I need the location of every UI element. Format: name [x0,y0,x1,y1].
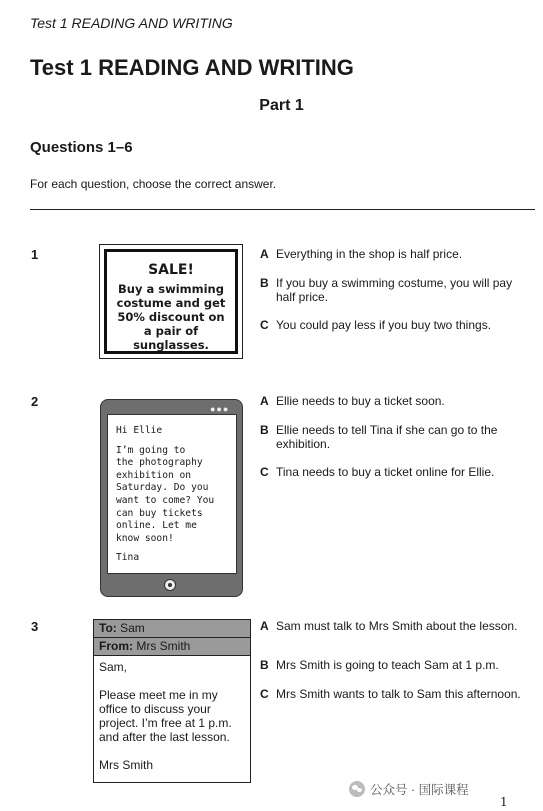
question-number: 3 [31,619,39,634]
option-text: Mrs Smith is going to teach Sam at 1 p.m. [276,658,499,672]
note-to: Sam [120,621,145,635]
watermark [349,780,469,798]
phone-camera-dots: ●●● [210,404,230,414]
option-letter: A [260,394,269,408]
option-letter: A [260,247,269,261]
wechat-icon [349,781,365,797]
option-letter: B [260,276,269,290]
option-b[interactable] [260,658,532,672]
option-a[interactable] [260,247,532,261]
note-signoff: Mrs Smith [99,758,153,772]
page-title: Test 1 READING AND WRITING [30,55,354,80]
running-head: Test 1 READING AND WRITING [30,15,233,31]
option-a[interactable] [260,619,532,633]
note-from-label: From: [99,639,133,653]
option-b[interactable] [260,276,532,304]
option-text: Tina needs to buy a ticket online for Ellie. [276,465,495,479]
option-text: You could pay less if you buy two things. [276,318,492,332]
option-letter: C [260,687,269,701]
watermark-text: 公众号 · 国际课程 [370,783,469,797]
option-text: Ellie needs to tell Tina if she can go to the exhibition. [276,423,498,451]
question-number: 2 [31,394,39,409]
phone-screen [107,414,237,574]
note-from: Mrs Smith [136,639,191,653]
question-number: 1 [31,247,39,262]
sale-sign [104,249,238,354]
option-text: Everything in the shop is half price. [276,247,463,261]
option-letter: A [260,619,269,633]
option-a[interactable] [260,394,532,408]
sign-body: Buy a swimming costume and get 50% discount on a pair of sunglasses. [116,282,226,352]
note-message: Please meet me in my office to discuss your project. I’m free at 1 p.m. and after the last lesson. [99,688,232,744]
option-letter: B [260,658,269,672]
option-text: Sam must talk to Mrs Smith about the lesson. [276,619,518,633]
option-letter: C [260,465,269,479]
note-to-label: To: [99,621,117,635]
instruction-text: For each question, choose the correct answer. [30,177,277,191]
note-greeting: Sam, [99,660,128,674]
option-letter: B [260,423,269,437]
message-greeting: Hi Ellie [116,425,163,436]
message-signoff: Tina [116,552,140,564]
option-letter: C [260,318,269,332]
note-to-row [94,620,250,638]
divider [30,209,535,210]
note-body [94,656,250,790]
note-from-row [94,638,250,656]
option-text: Mrs Smith wants to talk to Sam this afternoon. [276,687,521,701]
option-b[interactable] [260,423,532,451]
section-title: Questions 1–6 [30,139,133,156]
sign-heading: SALE! [148,262,194,278]
option-c[interactable] [260,318,532,332]
page-number: 1 [500,795,508,809]
message-body: I’m going to the photography exhibition on Saturday. Do you want to come? You can buy tickets online. Let me know soon! [116,444,215,544]
option-c[interactable] [260,465,532,479]
option-text: If you buy a swimming costume, you will pay half price. [276,276,513,304]
home-button-icon [164,579,176,591]
part-title: Part 1 [259,97,304,114]
option-text: Ellie needs to buy a ticket soon. [276,394,445,408]
note-card [93,619,251,783]
option-c[interactable] [260,687,532,701]
